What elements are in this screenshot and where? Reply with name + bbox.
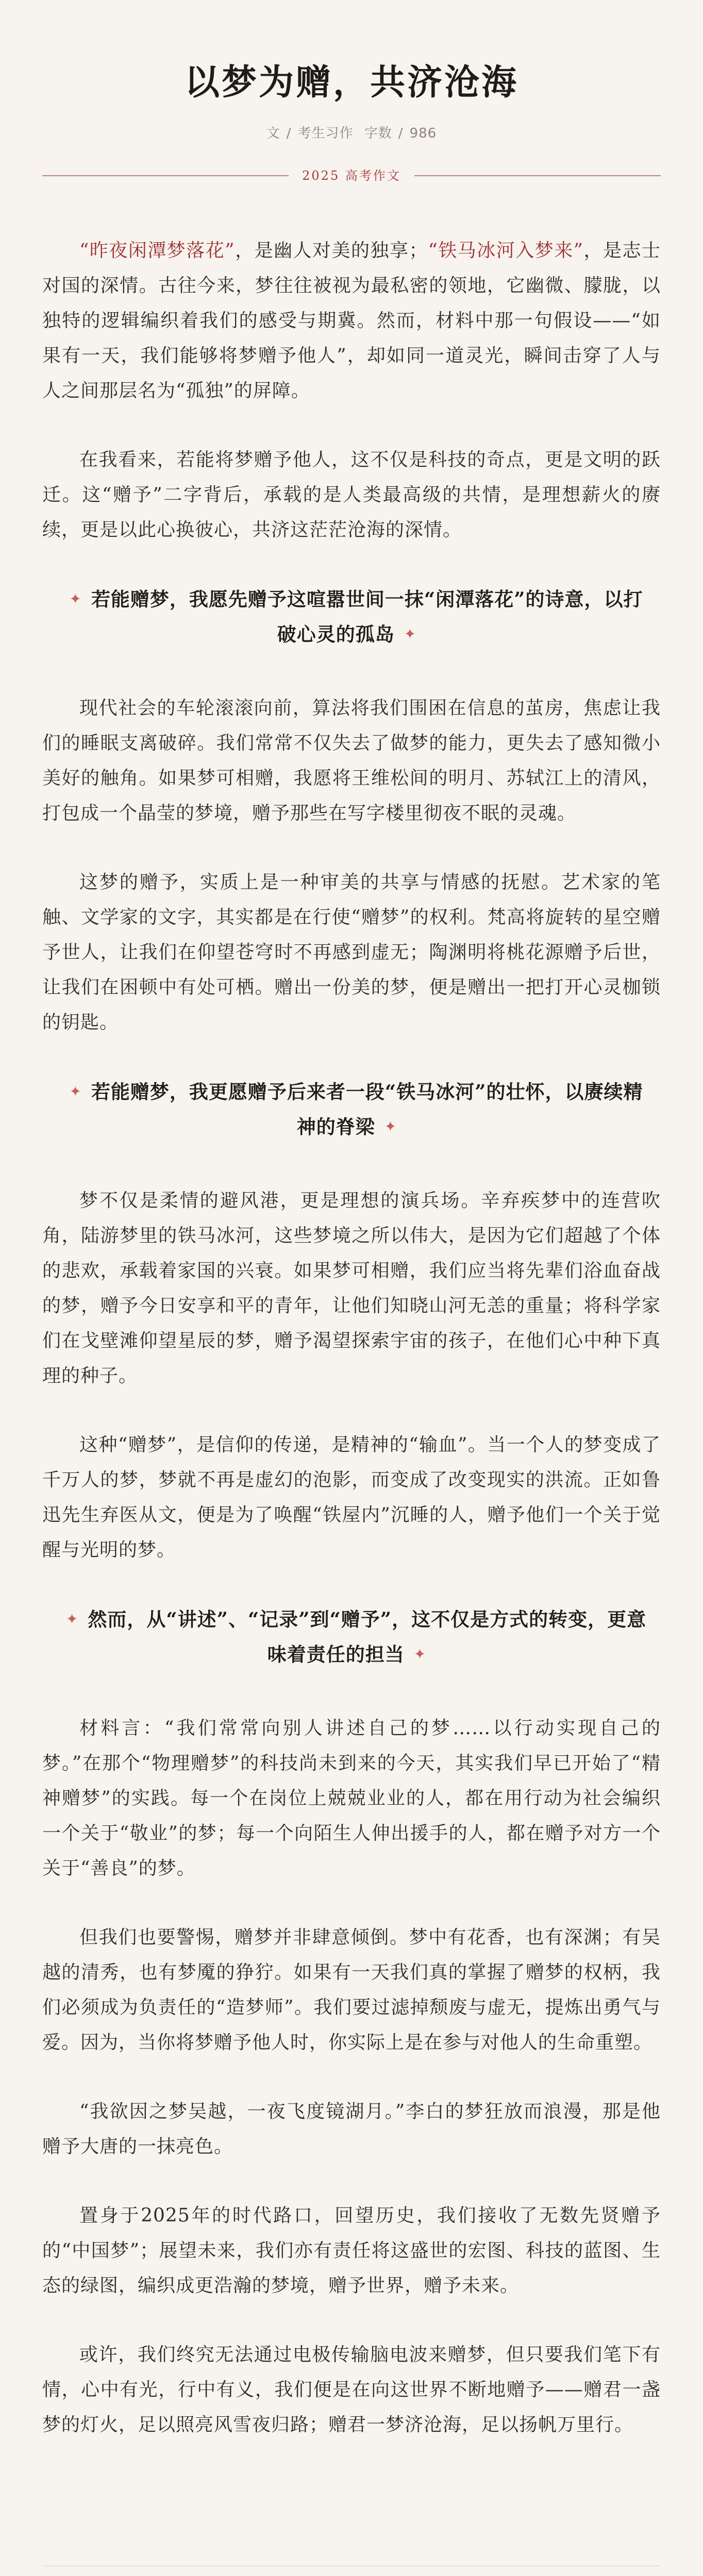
- meta-wordcount-label: 字数: [364, 125, 392, 141]
- section-heading-2: [53, 1074, 650, 1144]
- sparkle-icon: ✦: [404, 625, 417, 642]
- quote-highlight: “昨夜闲潭梦落花”: [79, 240, 235, 261]
- sparkle-icon: ✦: [69, 1082, 82, 1100]
- page-title: 以梦为赠，共济沧海: [184, 62, 518, 103]
- paragraph: 这种“赠梦”，是信仰的传递，是精神的“输血”。当一个人的梦变成了千万人的梦，梦就不再是虚幻的泡影，而变成了改变现实的洪流。正如鲁迅先生弃医从文，便是为了唤醒“铁屋内”沉睡的人，赠予他们一个关于觉醒与光明的梦。: [42, 1434, 661, 1561]
- section-heading-3: [53, 1602, 650, 1672]
- paragraph-text: ，是幽人对美的独享；: [235, 240, 428, 261]
- paragraph: 这梦的赠予，实质上是一种审美的共享与情感的抚慰。艺术家的笔触、文学家的文字，其实都是在行使“赠梦”的权利。梵高将旋转的星空赠予世人，让我们在仰望苍穹时不再感到虚无；陶渊明将桃花源赠予后世，让我们在困顿中有处可栖。赠出一份美的梦，便是赠出一把打开心灵枷锁的钥匙。: [42, 871, 661, 1033]
- paragraph: 置身于2025年的时代路口，回望历史，我们接收了无数先贤赠予的“中国梦”；展望未来，我们亦有责任将这盛世的宏图、科技的蓝图、生态的绿图，编织成更浩瀚的梦境，赠予世界，赠予未来。: [42, 2205, 661, 2296]
- sparkle-icon: ✦: [413, 1645, 427, 1663]
- paragraph: 材料言：“我们常常向别人讲述自己的梦……以行动实现自己的梦。”在那个“物理赠梦”的科技尚未到来的今天，其实我们早已开始了“精神赠梦”的实践。每一个在岗位上兢兢业业的人，都在用行动为社会编织一个关于“敬业”的梦；每一个向陌生人伸出援手的人，都在赠予对方一个关于“善良”的梦。: [42, 1717, 661, 1879]
- section-heading-text: 若能赠梦，我更愿赠予后来者一段“铁马冰河”的壮怀，以赓续精神的脊梁: [91, 1080, 643, 1138]
- section-heading-text: 若能赠梦，我愿先赠予这喧嚣世间一抹“闲潭落花”的诗意，以打破心灵的孤岛: [91, 587, 643, 646]
- section-heading-text: 然而，从“讲述”、“记录”到“赠予”，这不仅是方式的转变，更意味着责任的担当: [88, 1607, 647, 1666]
- paragraph-conclusion: 或许，我们终究无法通过电极传输脑电波来赠梦，但只要我们笔下有情，心中有光，行中有义，我们便是在向这世界不断地赠予——赠君一盏梦的灯火，足以照亮风雪夜归路；赠君一梦济沧海，足以扬帆万里行。: [42, 2344, 661, 2435]
- paragraph: 梦不仅是柔情的避风港，更是理想的演兵场。辛弃疾梦中的连营吹角，陆游梦里的铁马冰河，这些梦境之所以伟大，是因为它们超越了个体的悲欢，承载着家国的兴衰。如果梦可相赠，我们应当将先辈们浴血奋战的梦，赠予今日安享和平的青年，让他们知晓山河无恙的重量；将科学家们在戈壁滩仰望星辰的梦，赠予渴望探索宇宙的孩子，在他们心中种下真理的种子。: [42, 1190, 661, 1386]
- article-meta: [42, 123, 661, 142]
- section-heading-1: [53, 582, 650, 652]
- meta-sep: /: [398, 125, 404, 141]
- category-tag: 2025 高考作文: [289, 164, 414, 187]
- paragraph-thesis: 在我看来，若能将梦赠予他人，这不仅是科技的奇点，更是文明的跃迁。这“赠予”二字背后，承载的是人类最高级的共情，是理想薪火的赓续，更是以此心换彼心，共济这茫茫沧海的深情。: [42, 449, 661, 540]
- title-divider: [42, 164, 661, 187]
- paragraph: 现代社会的车轮滚滚向前，算法将我们围困在信息的茧房，焦虑让我们的睡眠支离破碎。我们常常不仅失去了做梦的能力，更失去了感知微小美好的触角。如果梦可相赠，我愿将王维松间的明月、苏轼江上的清风，打包成一个晶莹的梦境，赠予那些在写字楼里彻夜不眠的灵魂。: [42, 697, 661, 824]
- sparkle-icon: ✦: [384, 1117, 397, 1135]
- meta-author: 考生习作: [297, 125, 354, 141]
- paragraph-text: ，是志士对国的深情。古往今来，梦往往被视为最私密的领地，它幽微、朦胧，以独特的逻辑编织着我们的感受与期冀。然而，材料中那一句假设——“如果有一天，我们能够将梦赠予他人”，却如同一道灵光，瞬间击穿了人与人之间那层名为“孤独”的屏障。: [42, 240, 661, 401]
- meta-sep: /: [286, 125, 292, 141]
- paragraph: “我欲因之梦吴越，一夜飞度镜湖月。”李白的梦狂放而浪漫，那是他赠予大唐的一抹亮色。: [42, 2100, 661, 2157]
- meta-genre: 文: [266, 125, 280, 141]
- paragraph-intro: [42, 233, 661, 409]
- meta-wordcount: 986: [409, 125, 437, 141]
- sparkle-icon: ✦: [69, 590, 82, 607]
- sparkle-icon: ✦: [65, 1610, 79, 1628]
- quote-highlight: “铁马冰河入梦来”: [428, 240, 584, 261]
- paragraph: 但我们也要警惕，赠梦并非肆意倾倒。梦中有花香，也有深渊；有吴越的清秀，也有梦魇的狰狞。如果有一天我们真的掌握了赠梦的权柄，我们必须成为负责任的“造梦师”。我们要过滤掉颓废与虚无，提炼出勇气与爱。因为，当你将梦赠予他人时，你实际上是在参与对他人的生命重塑。: [42, 1926, 661, 2053]
